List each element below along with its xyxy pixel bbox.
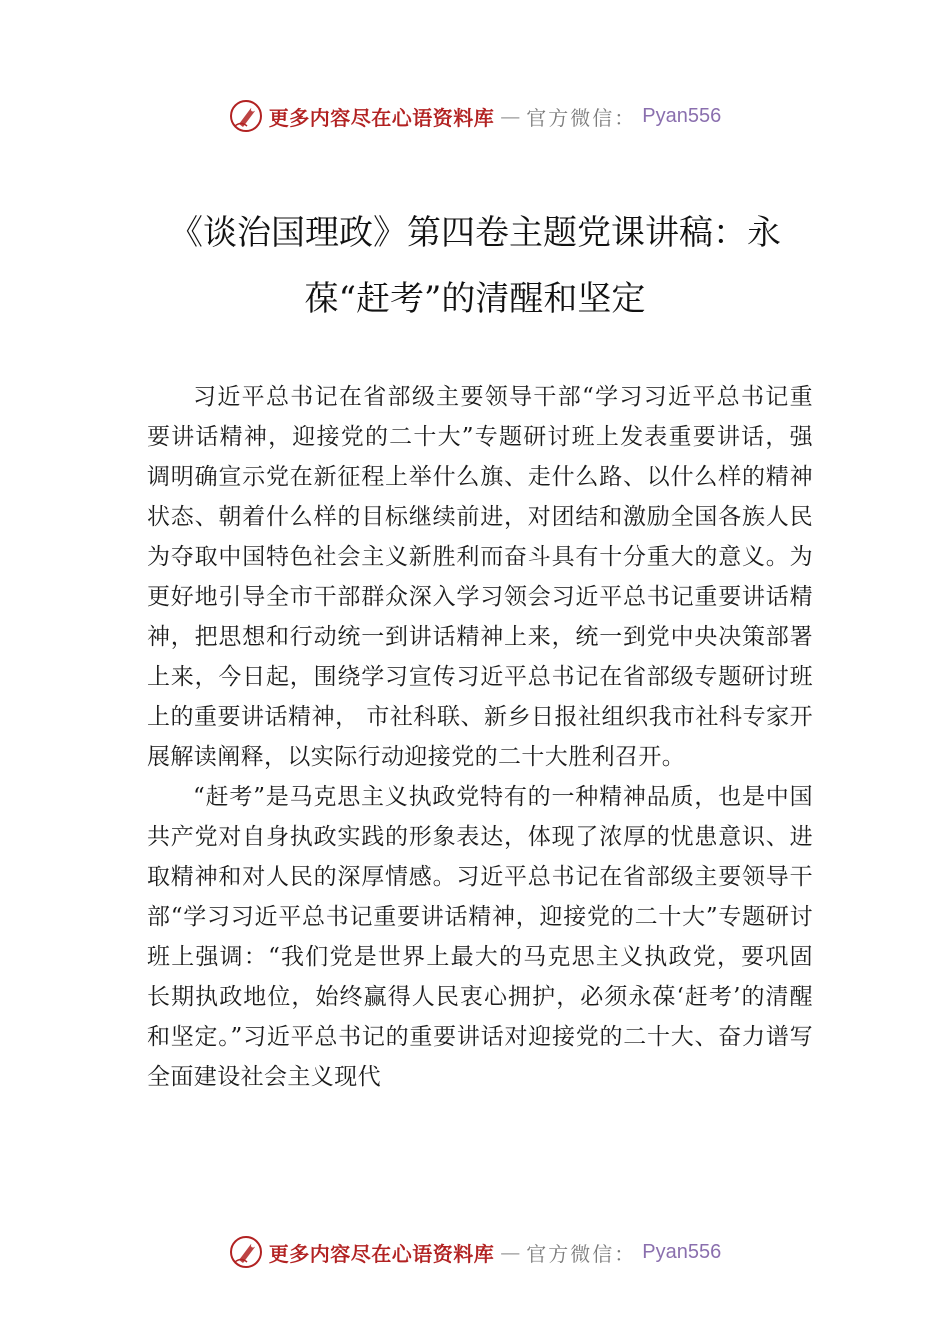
header-watermark [0, 96, 950, 136]
watermark-wechat-label: 官方微信： [526, 105, 637, 130]
pen-nib-logo-icon [229, 1235, 263, 1269]
watermark-separator: — [500, 1240, 521, 1264]
footer-watermark [0, 1232, 950, 1272]
watermark-separator: — [500, 104, 521, 128]
paragraph-1: 习近平总书记在省部级主要领导干部“学习习近平总书记重要讲话精神，迎接党的二十大”专题研讨班上发表重要讲话，强调明确宣示党在新征程上举什么旗、走什么路、以什么样的精神状态、朝着什么样的目标继续前进，对团结和激励全国各族人民为夺取中国特色社会主义新胜利而奋斗具有十分重大的意义。为更好地引导全市干部群众深入学习领会习近平总书记重要讲话精神，把思想和行动统一到讲话精神上来，统一到党中央决策部署上来，今日起，围绕学习宣传习近平总书记在省部级专题研讨班上的重要讲话精神， 市社科联、新乡日报社组织我市社科专家开展解读阐释，以实际行动迎接党的二十大胜利召开。 [147, 384, 813, 770]
watermark-site-name: 更多内容尽在心语资料库 [268, 1241, 495, 1266]
watermark-site-name: 更多内容尽在心语资料库 [268, 105, 495, 130]
watermark-wechat-label: 官方微信： [526, 1241, 637, 1266]
document-title: 《谈治国理政》第四卷主题党课讲稿：永葆“赶考”的清醒和坚定 [169, 213, 781, 319]
document-body [147, 377, 813, 1097]
watermark-account: Pyan556 [642, 1240, 722, 1263]
watermark-account: Pyan556 [642, 104, 722, 127]
paragraph-2: “赶考”是马克思主义执政党特有的一种精神品质，也是中国共产党对自身执政实践的形象表达，体现了浓厚的忧患意识、进取精神和对人民的深厚情感。习近平总书记在省部级主要领导干部“学习习近平总书记重要讲话精神，迎接党的二十大”专题研讨班上强调：“我们党是世界上最大的马克思主义执政党，要巩固长期执政地位，始终赢得人民衷心拥护，必须永葆‘赶考’的清醒和坚定。”习近平总书记的重要讲话对迎接党的二十大、奋力谱写全面建设社会主义现代 [147, 784, 813, 1090]
pen-nib-logo-icon [229, 99, 263, 133]
